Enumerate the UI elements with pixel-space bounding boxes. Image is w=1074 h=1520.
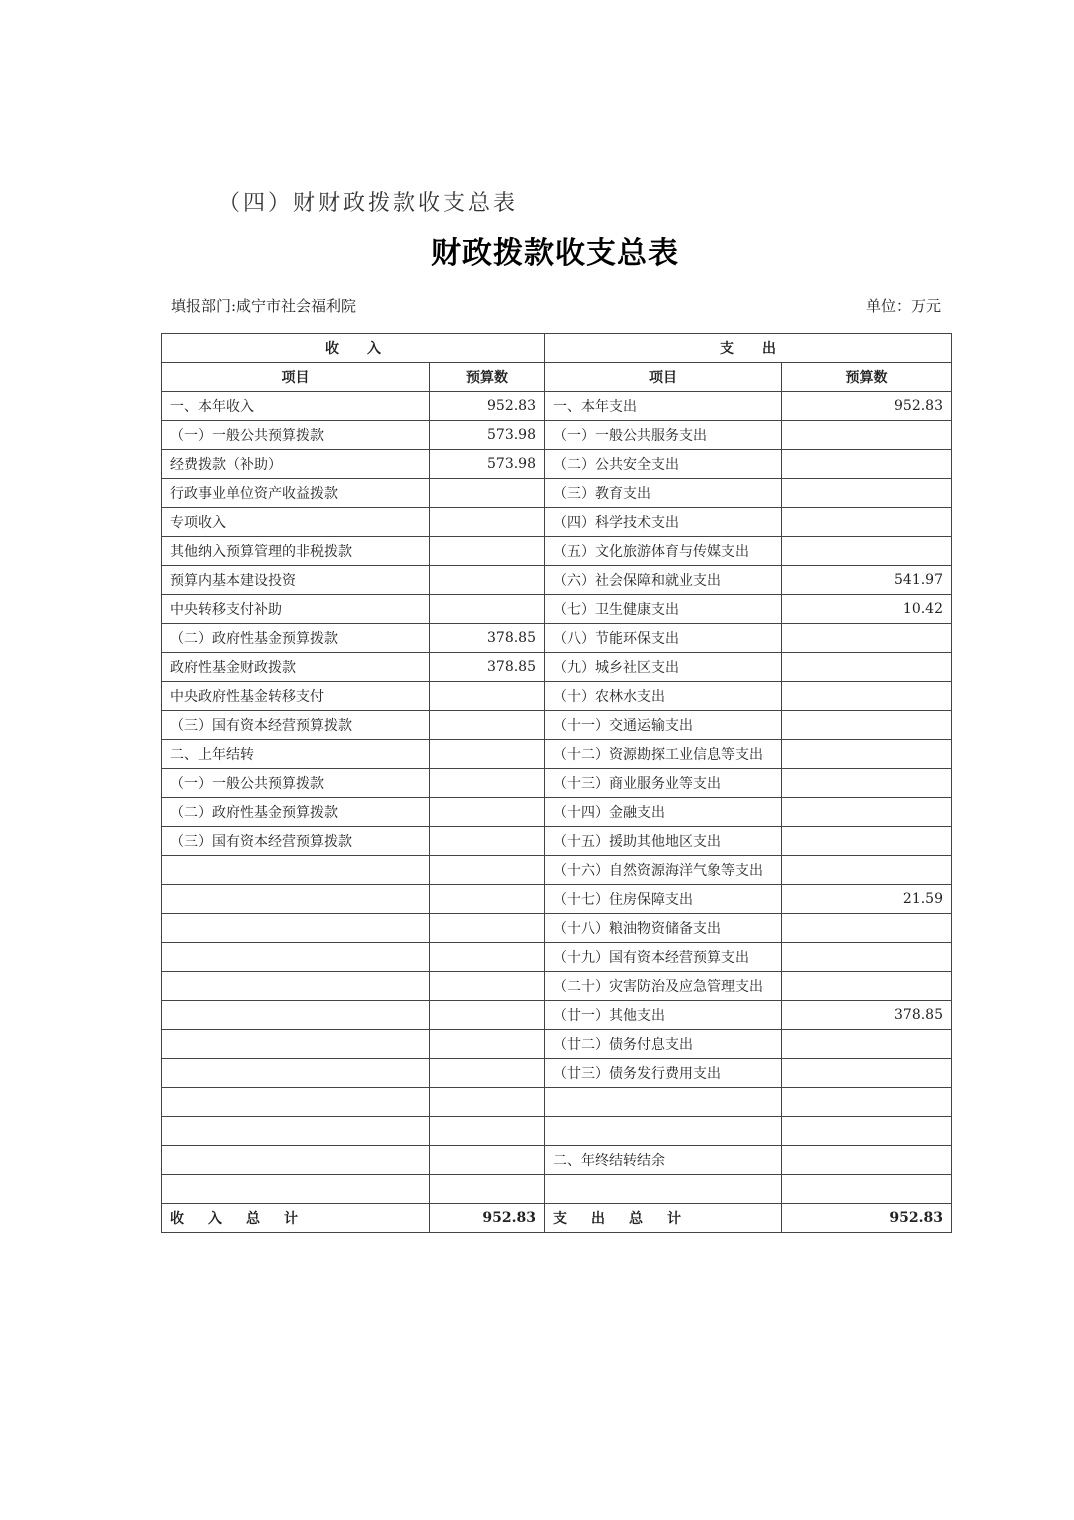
income-amount-cell <box>430 1001 545 1030</box>
income-amount-cell <box>430 885 545 914</box>
income-amount-cell <box>430 566 545 595</box>
expense-total-amount: 952.83 <box>782 1204 952 1233</box>
table-row <box>162 508 952 537</box>
income-item-cell: 预算内基本建设投资 <box>162 566 430 595</box>
expense-amount-cell: 21.59 <box>782 885 952 914</box>
expense-item-cell: （十四）金融支出 <box>545 798 782 827</box>
budget-table <box>161 333 952 1233</box>
table-row <box>162 421 952 450</box>
income-amount-cell <box>430 827 545 856</box>
table-row <box>162 769 952 798</box>
expense-amount-cell <box>782 624 952 653</box>
table-row <box>162 914 952 943</box>
table-row <box>162 972 952 1001</box>
income-item-cell: 政府性基金财政拨款 <box>162 653 430 682</box>
income-item-cell: （二）政府性基金预算拨款 <box>162 624 430 653</box>
expense-amount-cell <box>782 943 952 972</box>
expense-item-cell: （九）城乡社区支出 <box>545 653 782 682</box>
income-item-cell <box>162 943 430 972</box>
expense-amount-cell <box>782 711 952 740</box>
table-row <box>162 624 952 653</box>
income-item-cell <box>162 1059 430 1088</box>
income-amount-cell: 378.85 <box>430 624 545 653</box>
page-title: 财政拨款收支总表 <box>431 236 679 271</box>
income-item-cell: （一）一般公共预算拨款 <box>162 769 430 798</box>
expense-item-cell: （四）科学技术支出 <box>545 508 782 537</box>
table-row <box>162 1059 952 1088</box>
unit-label: 单位：万元 <box>865 297 941 315</box>
income-total-label <box>162 1204 430 1233</box>
income-amount-cell <box>430 479 545 508</box>
expense-amount-cell: 10.42 <box>782 595 952 624</box>
expense-item-cell: （廿三）债务发行费用支出 <box>545 1059 782 1088</box>
expense-amount-cell: 952.83 <box>782 392 952 421</box>
income-amount-cell: 952.83 <box>430 392 545 421</box>
income-item-cell <box>162 885 430 914</box>
table-row <box>162 653 952 682</box>
expense-item-cell: （十一）交通运输支出 <box>545 711 782 740</box>
expense-amount-cell <box>782 740 952 769</box>
expense-amount-cell <box>782 537 952 566</box>
table-row <box>162 682 952 711</box>
expense-amount-cell <box>782 1146 952 1175</box>
expense-amount-cell <box>782 769 952 798</box>
table-row <box>162 885 952 914</box>
table-row <box>162 1146 952 1175</box>
expense-amount-cell <box>782 914 952 943</box>
income-item-cell <box>162 1117 430 1146</box>
column-header-income-amount: 预算数 <box>430 363 545 392</box>
expense-amount-cell: 541.97 <box>782 566 952 595</box>
expense-item-cell: （二十）灾害防治及应急管理支出 <box>545 972 782 1001</box>
table-row <box>162 1088 952 1117</box>
income-item-cell: 经费拨款（补助） <box>162 450 430 479</box>
income-item-cell: 中央政府性基金转移支付 <box>162 682 430 711</box>
income-amount-cell: 378.85 <box>430 653 545 682</box>
expense-item-cell: （廿一）其他支出 <box>545 1001 782 1030</box>
expense-amount-cell <box>782 1030 952 1059</box>
income-amount-cell <box>430 769 545 798</box>
income-amount-cell <box>430 943 545 972</box>
income-total-label-text: 收入总计 <box>170 1211 322 1227</box>
expense-item-cell: （五）文化旅游体育与传媒支出 <box>545 537 782 566</box>
table-row <box>162 392 952 421</box>
income-item-cell <box>162 1088 430 1117</box>
expense-item-cell: （十三）商业服务业等支出 <box>545 769 782 798</box>
income-amount-cell <box>430 798 545 827</box>
table-body <box>162 392 952 1204</box>
income-item-cell <box>162 972 430 1001</box>
income-item-cell <box>162 1175 430 1204</box>
income-amount-cell <box>430 508 545 537</box>
income-header: 收 入 <box>162 334 545 363</box>
income-amount-cell <box>430 1146 545 1175</box>
income-amount-cell <box>430 972 545 1001</box>
expense-item-cell: （十七）住房保障支出 <box>545 885 782 914</box>
expense-amount-cell <box>782 798 952 827</box>
table-column-header-row <box>162 363 952 392</box>
department-label: 填报部门:咸宁市社会福利院 <box>171 297 357 315</box>
table-row <box>162 827 952 856</box>
table-group-header-row <box>162 334 952 363</box>
column-header-expense-item: 项目 <box>545 363 782 392</box>
expense-item-cell <box>545 1117 782 1146</box>
expense-item-cell: （八）节能环保支出 <box>545 624 782 653</box>
income-amount-cell <box>430 1059 545 1088</box>
expense-amount-cell <box>782 827 952 856</box>
income-item-cell: 行政事业单位资产收益拨款 <box>162 479 430 508</box>
section-heading: （四）财财政拨款收支总表 <box>218 191 519 216</box>
column-header-income-item: 项目 <box>162 363 430 392</box>
expense-item-cell: （十）农林水支出 <box>545 682 782 711</box>
expense-amount-cell <box>782 450 952 479</box>
expense-item-cell: （一）一般公共服务支出 <box>545 421 782 450</box>
expense-item-cell: （七）卫生健康支出 <box>545 595 782 624</box>
income-amount-cell: 573.98 <box>430 421 545 450</box>
expense-amount-cell <box>782 421 952 450</box>
table-row <box>162 450 952 479</box>
income-item-cell: 中央转移支付补助 <box>162 595 430 624</box>
expense-item-cell: （十二）资源勘探工业信息等支出 <box>545 740 782 769</box>
expense-amount-cell <box>782 1059 952 1088</box>
expense-total-label <box>545 1204 782 1233</box>
income-item-cell <box>162 914 430 943</box>
table-row <box>162 711 952 740</box>
income-item-cell: （二）政府性基金预算拨款 <box>162 798 430 827</box>
income-item-cell: （一）一般公共预算拨款 <box>162 421 430 450</box>
table-row <box>162 856 952 885</box>
expense-item-cell: （六）社会保障和就业支出 <box>545 566 782 595</box>
expense-amount-cell <box>782 682 952 711</box>
income-amount-cell <box>430 1088 545 1117</box>
table-row <box>162 798 952 827</box>
expense-item-cell: （二）公共安全支出 <box>545 450 782 479</box>
expense-total-label-text: 支出总计 <box>553 1211 705 1227</box>
expense-amount-cell <box>782 508 952 537</box>
expense-item-cell <box>545 1175 782 1204</box>
income-item-cell: 一、本年收入 <box>162 392 430 421</box>
income-item-cell <box>162 1001 430 1030</box>
income-item-cell: （三）国有资本经营预算拨款 <box>162 711 430 740</box>
table-row <box>162 566 952 595</box>
expense-amount-cell <box>782 856 952 885</box>
income-amount-cell <box>430 914 545 943</box>
expense-amount-cell: 378.85 <box>782 1001 952 1030</box>
table-row <box>162 1175 952 1204</box>
expense-item-cell <box>545 1088 782 1117</box>
expense-item-cell: 一、本年支出 <box>545 392 782 421</box>
expense-item-cell: （廿二）债务付息支出 <box>545 1030 782 1059</box>
expense-item-cell: （十六）自然资源海洋气象等支出 <box>545 856 782 885</box>
income-item-cell <box>162 856 430 885</box>
expense-amount-cell <box>782 653 952 682</box>
income-item-cell: 其他纳入预算管理的非税拨款 <box>162 537 430 566</box>
income-amount-cell: 573.98 <box>430 450 545 479</box>
income-amount-cell <box>430 537 545 566</box>
income-amount-cell <box>430 1117 545 1146</box>
income-item-cell <box>162 1146 430 1175</box>
table-row <box>162 1001 952 1030</box>
table-row <box>162 1030 952 1059</box>
income-amount-cell <box>430 1175 545 1204</box>
report-meta <box>171 295 941 317</box>
total-row <box>162 1204 952 1233</box>
expense-amount-cell <box>782 479 952 508</box>
income-amount-cell <box>430 595 545 624</box>
expense-item-cell: （十九）国有资本经营预算支出 <box>545 943 782 972</box>
income-amount-cell <box>430 682 545 711</box>
expense-amount-cell <box>782 972 952 1001</box>
table-row <box>162 943 952 972</box>
income-amount-cell <box>430 1030 545 1059</box>
column-header-expense-amount: 预算数 <box>782 363 952 392</box>
table-row <box>162 740 952 769</box>
income-item-cell: 二、上年结转 <box>162 740 430 769</box>
expense-item-cell: （十五）援助其他地区支出 <box>545 827 782 856</box>
income-total-amount: 952.83 <box>430 1204 545 1233</box>
expense-item-cell: （十八）粮油物资储备支出 <box>545 914 782 943</box>
income-amount-cell <box>430 856 545 885</box>
income-item-cell: 专项收入 <box>162 508 430 537</box>
income-item-cell <box>162 1030 430 1059</box>
expense-amount-cell <box>782 1175 952 1204</box>
table-row <box>162 595 952 624</box>
expense-amount-cell <box>782 1117 952 1146</box>
income-amount-cell <box>430 711 545 740</box>
expense-item-cell: （三）教育支出 <box>545 479 782 508</box>
income-item-cell: （三）国有资本经营预算拨款 <box>162 827 430 856</box>
expense-item-cell: 二、年终结转结余 <box>545 1146 782 1175</box>
table-row <box>162 479 952 508</box>
income-amount-cell <box>430 740 545 769</box>
table-row <box>162 537 952 566</box>
table-row <box>162 1117 952 1146</box>
expense-header: 支 出 <box>545 334 952 363</box>
expense-amount-cell <box>782 1088 952 1117</box>
